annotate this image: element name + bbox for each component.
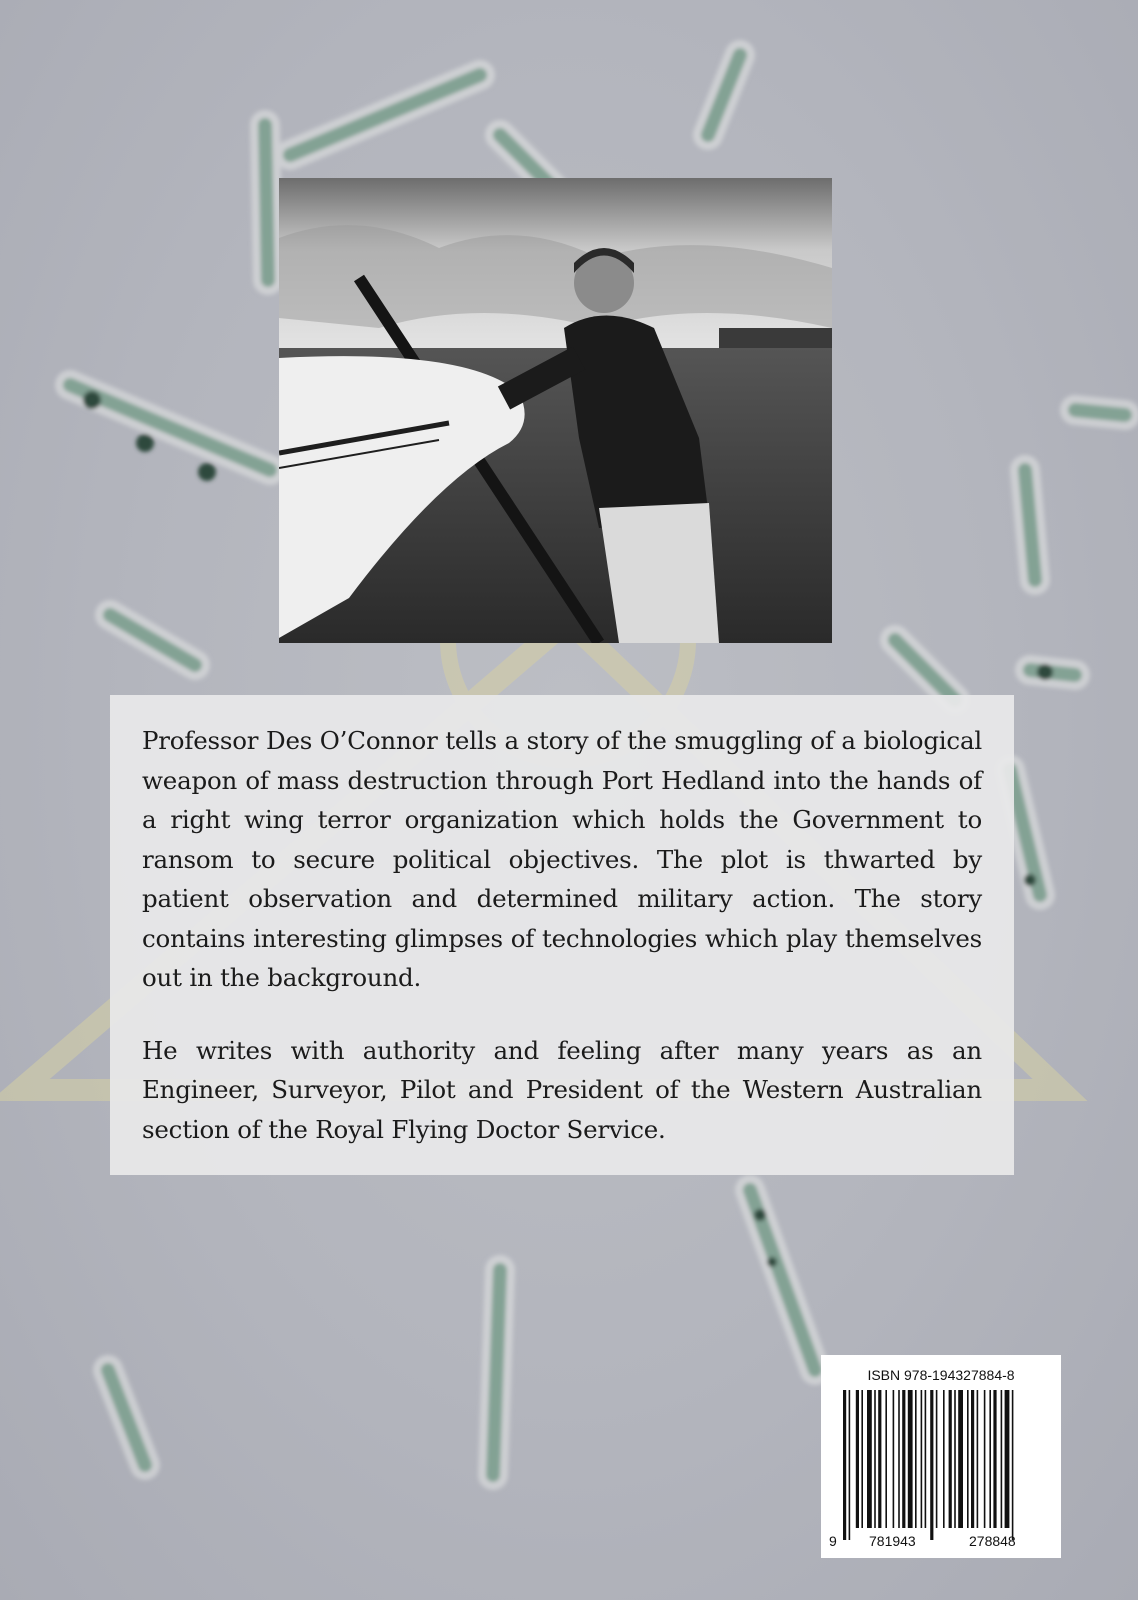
barcode-bar xyxy=(849,1390,851,1540)
barcode-bars xyxy=(821,1355,1061,1558)
barcode-bar xyxy=(1005,1390,1010,1528)
barcode-bar xyxy=(861,1390,863,1528)
barcode-bar xyxy=(977,1390,979,1528)
barcode-bar xyxy=(902,1390,905,1528)
barcode-bar xyxy=(898,1390,900,1528)
barcode-bar xyxy=(878,1390,881,1528)
isbn-barcode xyxy=(821,1355,1061,1558)
barcode-bar xyxy=(971,1390,974,1528)
barcode-lead-digit: 9 xyxy=(829,1533,837,1549)
barcode-right-digits: 278848 xyxy=(969,1533,1016,1549)
barcode-bar xyxy=(958,1390,963,1528)
barcode-bar xyxy=(943,1390,945,1528)
barcode-bar xyxy=(936,1390,938,1528)
barcode-bar xyxy=(867,1390,872,1528)
barcode-bar xyxy=(915,1390,917,1528)
barcode-bar xyxy=(967,1390,969,1528)
barcode-bar xyxy=(930,1390,933,1540)
barcode-bar xyxy=(908,1390,913,1528)
barcode-bar xyxy=(856,1390,859,1528)
barcode-bar xyxy=(874,1390,876,1528)
author-photo xyxy=(279,178,832,643)
barcode-bar xyxy=(843,1390,846,1540)
barcode-bar xyxy=(949,1390,952,1528)
barcode-bar xyxy=(984,1390,986,1528)
blurb-paragraph-2: He writes with authority and feeling after many years as an Engineer, Surveyor, Pilot and President of the Western Australian section of the Royal Flying Doctor Service. xyxy=(142,1035,982,1144)
barcode-bar xyxy=(989,1390,991,1528)
barcode-bar xyxy=(1001,1390,1003,1528)
barcode-bar xyxy=(954,1390,956,1528)
barcode-left-digits: 781943 xyxy=(869,1533,916,1549)
barcode-bar xyxy=(993,1390,996,1528)
barcode-bar xyxy=(885,1390,887,1528)
barcode-bar xyxy=(921,1390,923,1528)
blurb-panel xyxy=(110,695,1014,1175)
barcode-bar xyxy=(893,1390,895,1528)
isbn-label: ISBN 978-194327884-8 xyxy=(867,1367,1015,1383)
blurb-paragraph-1: Professor Des O’Connor tells a story of the smuggling of a biological weapon of mass destruction through Port Hedland into the hands of a right wing terror organization which holds the Government to ransom to secure political objectives. The plot is thwarted by patient observation and determined military action. The story contains interesting glimpses of technologies which play themselves out in the background. xyxy=(142,726,982,992)
barcode-bar xyxy=(925,1390,927,1528)
barcode-bar xyxy=(1012,1390,1014,1540)
